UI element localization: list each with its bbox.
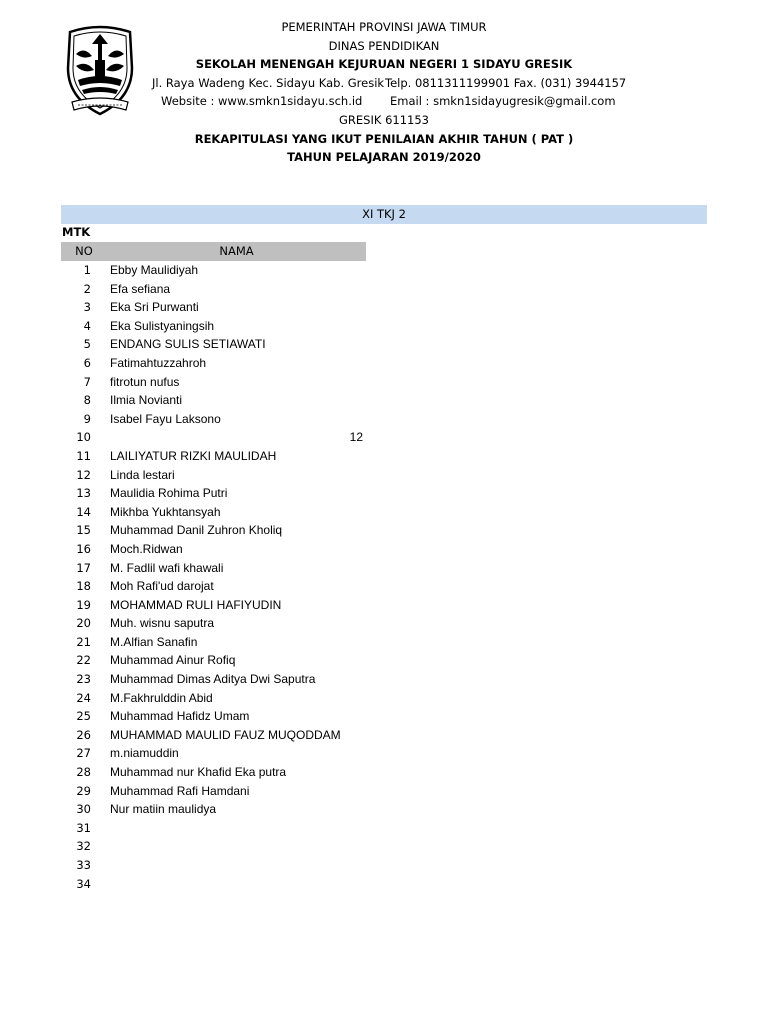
- row-number: 24: [76, 690, 91, 705]
- column-header-no: NO: [75, 244, 93, 258]
- header-government: PEMERINTAH PROVINSI JAWA TIMUR: [281, 20, 487, 34]
- table-row: [61, 744, 381, 763]
- row-number: 20: [76, 616, 91, 631]
- row-number: 12: [76, 467, 91, 482]
- row-number: 28: [76, 765, 91, 780]
- table-row: [61, 707, 381, 726]
- school-year: TAHUN PELAJARAN 2019/2020: [287, 150, 481, 164]
- student-name: Efa sefiana: [110, 281, 171, 296]
- row-number: 21: [76, 634, 91, 649]
- row-number: 8: [83, 393, 91, 408]
- row-number: 6: [83, 355, 91, 370]
- header-email: Email : smkn1sidayugresik@gmail.com: [390, 94, 616, 108]
- table-row: [61, 596, 381, 615]
- table-row: [61, 614, 381, 633]
- row-number: 5: [83, 337, 91, 352]
- student-name: Muh. wisnu saputra: [110, 616, 215, 631]
- table-row: [61, 447, 381, 466]
- row-number: 1: [83, 263, 91, 277]
- row-number: 30: [76, 802, 91, 817]
- student-name: LAILIYATUR RIZKI MAULIDAH: [110, 448, 277, 463]
- table-row: [61, 354, 381, 373]
- student-name: Eka Sulistyaningsih: [110, 318, 215, 333]
- class-header-band: [61, 205, 707, 224]
- table-row: [61, 521, 381, 540]
- student-name: M. Fadlil wafi khawali: [110, 560, 224, 575]
- student-name: Muhammad Rafi Hamdani: [110, 783, 250, 798]
- row-number: 13: [76, 486, 91, 501]
- header-school-name: SEKOLAH MENENGAH KEJURUAN NEGERI 1 SIDAYU GRESIK: [195, 57, 573, 71]
- row-number: 31: [76, 820, 91, 835]
- table-header: [61, 242, 366, 261]
- student-name: Muhammad Dimas Aditya Dwi Saputra: [110, 672, 316, 687]
- header-phone: Telp. 0811311199901 Fax. (031) 3944157: [385, 76, 627, 90]
- row-number: 11: [76, 448, 91, 463]
- table-row: [61, 689, 381, 708]
- table-row: [61, 540, 381, 559]
- row-number: 23: [76, 672, 91, 687]
- row-number: 25: [76, 709, 91, 724]
- table-row: [61, 503, 381, 522]
- table-row: [61, 280, 381, 299]
- table-row: [61, 335, 381, 354]
- row-number: 32: [76, 839, 91, 854]
- row-number: 4: [83, 318, 91, 333]
- student-name: Linda lestari: [110, 467, 175, 482]
- row-number: 34: [76, 876, 91, 891]
- table-row: [61, 837, 381, 856]
- row-number: 9: [83, 411, 91, 426]
- row-number: 16: [76, 541, 91, 556]
- table-row: [61, 633, 381, 652]
- student-name: Moch.Ridwan: [110, 541, 183, 556]
- row-number: 3: [83, 300, 91, 315]
- score-value: 12: [349, 430, 363, 445]
- table-row: [61, 577, 381, 596]
- table-row: [61, 317, 381, 336]
- table-row: [61, 373, 381, 392]
- class-label: XI TKJ 2: [362, 207, 406, 221]
- row-number: 27: [76, 746, 91, 761]
- student-name: ENDANG SULIS SETIAWATI: [110, 337, 266, 352]
- report-title: REKAPITULASI YANG IKUT PENILAIAN AKHIR TAHUN ( PAT ): [194, 132, 574, 146]
- student-name: M.Fakhrulddin Abid: [110, 690, 213, 705]
- subject-label: MTK: [62, 225, 91, 239]
- student-name: M.Alfian Sanafin: [110, 634, 198, 649]
- row-number: 14: [76, 504, 91, 519]
- student-name: fitrotun nufus: [110, 374, 180, 389]
- row-number: 15: [76, 523, 91, 538]
- table-row: [61, 782, 381, 801]
- table-row: [61, 484, 381, 503]
- table-row: [61, 391, 381, 410]
- student-name: Isabel Fayu Laksono: [110, 411, 221, 426]
- table-row: [61, 763, 381, 782]
- row-number: 2: [83, 281, 91, 296]
- row-number: 33: [76, 858, 91, 872]
- table-row: [61, 856, 381, 875]
- student-name: m.niamuddin: [110, 746, 179, 761]
- table-row: [61, 875, 381, 894]
- student-name: Ebby Maulidiyah: [110, 263, 199, 277]
- table-row: [61, 428, 381, 447]
- table-row: [61, 651, 381, 670]
- header-address: Jl. Raya Wadeng Kec. Sidayu Kab. Gresik: [152, 76, 385, 90]
- table-row: [61, 466, 381, 485]
- student-name: Muhammad nur Khafid Eka putra: [110, 765, 287, 780]
- table-row: [61, 800, 381, 819]
- table-row: [61, 410, 381, 429]
- student-name: Muhammad Hafidz Umam: [110, 709, 250, 724]
- student-name: Nur matiin maulidya: [110, 802, 217, 817]
- row-number: 29: [76, 783, 91, 798]
- row-number: 7: [83, 374, 91, 389]
- column-header-name: NAMA: [219, 244, 254, 258]
- student-name: Muhammad Danil Zuhron Kholiq: [110, 523, 283, 538]
- header-department: DINAS PENDIDIKAN: [328, 39, 440, 53]
- row-number: 18: [76, 579, 91, 594]
- student-name: Muhammad Ainur Rofiq: [110, 653, 236, 668]
- row-number: 10: [76, 430, 91, 445]
- student-name: Mikhba Yukhtansyah: [110, 504, 221, 519]
- row-number: 26: [76, 727, 91, 742]
- student-table-body: [61, 261, 381, 893]
- student-name: Eka Sri Purwanti: [110, 300, 199, 315]
- header-website: Website : www.smkn1sidayu.sch.id: [161, 94, 363, 108]
- student-name: MOHAMMAD RULI HAFIYUDIN: [110, 597, 282, 612]
- student-name: Moh Rafi'ud darojat: [110, 579, 214, 594]
- row-number: 17: [76, 560, 91, 575]
- student-name: MUHAMMAD MAULID FAUZ MUQODDAM: [110, 727, 341, 742]
- table-row: [61, 726, 381, 745]
- table-row: [61, 819, 381, 838]
- header-city: GRESIK 611153: [339, 113, 429, 127]
- row-number: 19: [76, 597, 91, 612]
- student-name: Maulidia Rohima Putri: [110, 486, 228, 501]
- table-row: [61, 670, 381, 689]
- row-number: 22: [76, 653, 91, 668]
- student-name: Ilmia Novianti: [110, 393, 183, 408]
- table-row: [61, 559, 381, 578]
- table-row: [61, 261, 381, 280]
- student-name: Fatimahtuzzahroh: [110, 355, 207, 370]
- table-row: [61, 298, 381, 317]
